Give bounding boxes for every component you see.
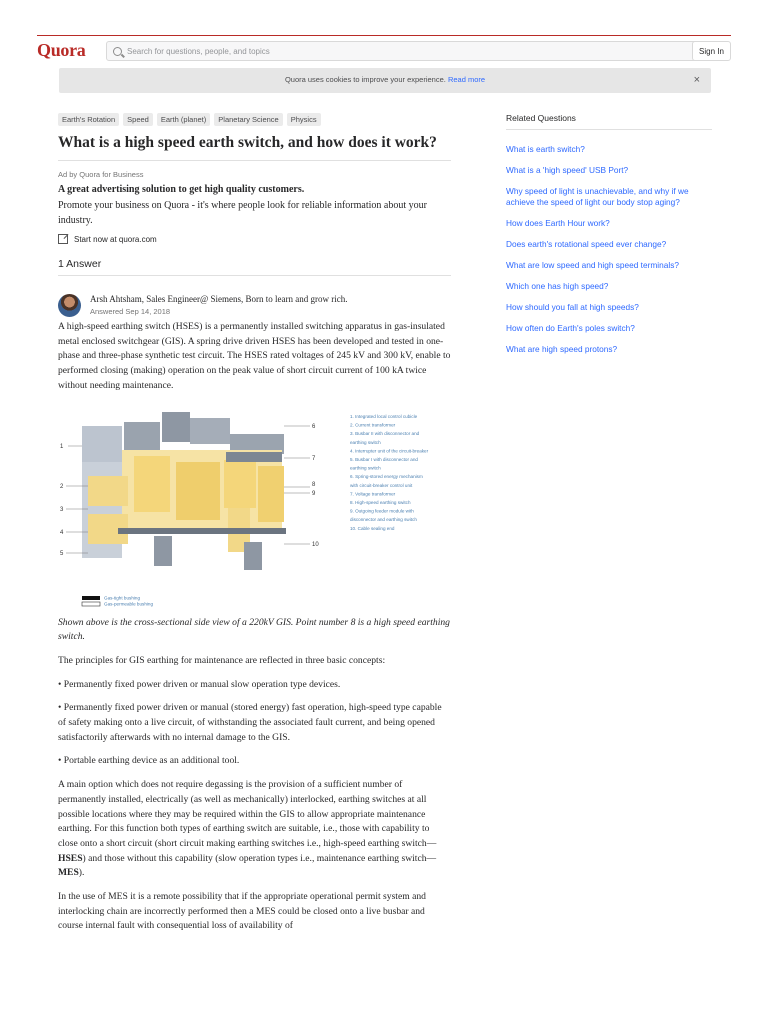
cookie-message — [59, 75, 711, 84]
legend-line: 7. Voltage transformer — [350, 490, 396, 496]
related-question-link[interactable]: Does earth's rotational speed ever change? — [506, 239, 667, 249]
ad-label: Ad by Quora for Business — [58, 170, 144, 179]
answer-author — [58, 292, 451, 317]
ad-block — [58, 170, 451, 244]
author-name[interactable]: Arsh Ahtsham, Sales Engineer@ Siemens, Born to learn and grow rich. — [90, 294, 348, 304]
legend-line: earthing switch — [350, 465, 381, 471]
related-question-link[interactable]: What are high speed protons? — [506, 344, 618, 354]
ad-title[interactable]: A great advertising solution to get high quality customers. — [58, 184, 305, 195]
topic-list — [58, 113, 451, 127]
legend-line: 4. Interrupter unit of the circuit-breaker — [350, 447, 429, 453]
related-question-link[interactable]: Why speed of light is unachievable, and why if we achieve the speed of light our body stop aging? — [506, 186, 689, 207]
legend-line: 8. High-speed earthing switch — [350, 499, 411, 505]
callout-number: 2 — [60, 483, 64, 490]
cookie-text: Quora uses cookies to improve your experience. — [284, 75, 446, 84]
mes-bold: MES — [58, 867, 79, 879]
legend-line: 9. Outgoing feeder module with — [350, 508, 414, 514]
related-question-link[interactable]: How does Earth Hour work? — [506, 218, 610, 228]
search-icon — [113, 47, 122, 56]
main-column — [58, 113, 451, 934]
legend-line: earthing switch — [350, 439, 381, 445]
related-questions-title: Related Questions — [506, 113, 712, 130]
answer-paragraph — [58, 778, 451, 881]
gis-diagram-image — [58, 410, 451, 610]
related-question-link[interactable]: What is earth switch? — [506, 144, 585, 154]
related-questions — [506, 113, 712, 355]
related-question-link[interactable]: What is a 'high speed' USB Port? — [506, 165, 629, 175]
quora-logo[interactable]: Quora — [37, 40, 86, 60]
topic-tag[interactable]: Earth (planet) — [157, 113, 210, 126]
question-title: What is a high speed earth switch, and how does it work? — [58, 134, 437, 151]
bushing-tight-label: Gas-tight bushing — [104, 595, 141, 601]
header-accent-line — [37, 35, 731, 36]
figure-caption: Shown above is the cross-sectional side view of a 220kV GIS. Point number 8 is a high speed earthing switch. — [58, 616, 450, 643]
bushing-perm-label: Gas-permeable bushing — [104, 601, 154, 607]
callout-number: 10 — [312, 541, 319, 548]
legend-line: 1. Integrated local control cubicle — [350, 413, 418, 419]
external-link-icon — [58, 234, 68, 244]
divider — [58, 275, 451, 276]
callout-number: 8 — [312, 481, 316, 488]
legend-line: 6. Spring-stored energy mechanism — [350, 473, 423, 479]
topic-tag[interactable]: Planetary Science — [214, 113, 282, 126]
p6-text: ). — [78, 867, 85, 879]
callout-number: 6 — [312, 423, 316, 430]
answer-paragraph: A high-speed earthing switch (HSES) is a permanently installed switching apparatus in gas-insulated metal enclosed switchgear (GIS). A spring drive driven HSES has been developed and tested in one-phase and three-phase synthetic test circuit. The HSES rated voltages of 245 kV and 300 kV, enable to performed closing (making) operation on the peak value of short circuit current of 100 kA twice without needing maintenance. — [58, 321, 451, 391]
answer-paragraph: • Permanently fixed power driven or manual slow operation type devices. — [58, 678, 341, 690]
callout-number: 9 — [312, 490, 316, 497]
ad-link-text[interactable]: Start now at quora.com — [74, 234, 157, 244]
callout-number: 1 — [60, 443, 64, 450]
answer-paragraph: • Permanently fixed power driven or manual (stored energy) fast operation, high-speed type capable of safety making onto a live circuit, of withstanding the associated fault current, and being opened satisfactorily afterwards with no internal damage to the GIS. — [58, 702, 442, 743]
legend-line: 3. Busbar II with disconnector and — [350, 430, 420, 436]
topic-tag[interactable]: Earth's Rotation — [58, 113, 119, 126]
answer-date[interactable]: Answered Sep 14, 2018 — [90, 307, 171, 316]
search-bar[interactable] — [106, 41, 723, 61]
avatar[interactable] — [58, 294, 81, 317]
callout-number: 3 — [60, 506, 64, 513]
topic-tag[interactable]: Speed — [123, 113, 153, 126]
answers-count: 1 Answer — [58, 258, 102, 270]
legend-line: with circuit-breaker control unit — [350, 482, 413, 488]
gis-diagram-svg — [58, 410, 451, 610]
related-question-link[interactable]: How often do Earth's poles switch? — [506, 323, 635, 333]
p6-text: A main option which does not require degassing is the provision of a sufficient number of permanently installed, electrically (as well as mechanically) interlocked, earthing switches at all possible locations where they may be required within the GIS to allow appropriate maintenance earthing. For this function both types of earthing switch are suitable, i.e., those with capability to close onto a short circuit (short circuit making earthing switches i.e., high-speed earthing switch— — [58, 779, 437, 849]
related-question-link[interactable]: Which one has high speed? — [506, 281, 609, 291]
callout-number: 5 — [60, 550, 64, 557]
legend-line: 10. Cable sealing end — [350, 525, 395, 531]
divider — [58, 160, 451, 161]
hses-bold: HSES — [58, 852, 83, 864]
topic-tag[interactable]: Physics — [287, 113, 321, 126]
legend-line: 5. Busbar I with disconnector and — [350, 456, 418, 462]
p6-text: ) and those without this capability (slow operation types i.e., maintenance earthing switch— — [82, 852, 437, 864]
ad-body: Promote your business on Quora - it's where people look for reliable information about your industry. — [58, 200, 427, 226]
ad-link[interactable] — [58, 234, 451, 244]
read-more-link[interactable]: Read more — [447, 75, 486, 84]
cookie-banner — [59, 68, 711, 93]
search-input[interactable] — [127, 47, 707, 56]
answer-paragraph: The principles for GIS earthing for maintenance are reflected in three basic concepts: — [58, 654, 386, 666]
answer-paragraph: In the use of MES it is a remote possibility that if the appropriate operational permit system and interlocking chain are incorrectly performed then a MES could be closed onto a live busbar and course internal fault with consequential loss of availability of — [58, 891, 426, 932]
answer-paragraph: • Portable earthing device as an additional tool. — [58, 755, 240, 767]
legend-line: disconnector and earthing switch — [350, 516, 417, 522]
related-question-link[interactable]: What are low speed and high speed terminals? — [506, 260, 679, 270]
legend-line: 2. Current transformer — [350, 422, 396, 428]
related-question-link[interactable]: How should you fall at high speeds? — [506, 302, 639, 312]
close-icon[interactable]: × — [693, 74, 700, 86]
top-header — [37, 40, 731, 62]
callout-number: 4 — [60, 529, 64, 536]
callout-number: 7 — [312, 455, 316, 462]
sign-in-button[interactable]: Sign In — [692, 41, 731, 61]
